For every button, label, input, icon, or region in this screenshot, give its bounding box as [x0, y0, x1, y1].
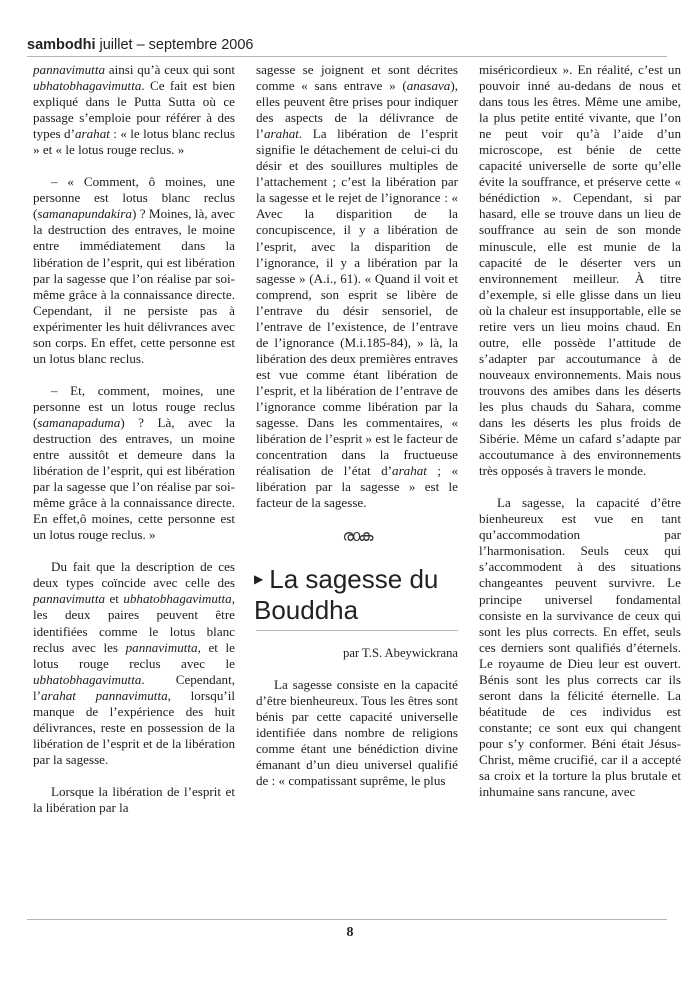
article-title-text: La sagesse du Bouddha — [254, 564, 439, 625]
italic-term: arahat pannavimutta, — [41, 687, 171, 703]
page-number: 8 — [346, 925, 354, 940]
italic-term: anasava — [406, 78, 451, 94]
italic-term: samanapundakira — [37, 206, 132, 222]
column-1 — [33, 62, 235, 816]
running-header — [27, 36, 667, 54]
article-title — [254, 565, 458, 625]
italic-term: ubhatobhagavimutta — [123, 591, 232, 607]
italic-term: pannavimutta — [33, 591, 106, 607]
paragraph: miséricordieux ». En réalité, c’est un pouvoir inné au-dedans de nous et dans tous les êtres. Même une amibe, la plus petite entité vivante, que l’on ne peut voir qu’à l’aide d’un microscope, est bénie de cette capacité universelle de sorte qu’elle évite la souffrance, et préserve cette « bénédiction ». Cependant, si par hasard, elle se trouve dans un lieu de souffrance au sein de son monde minuscule, elle est munie de la capacité de le déserter vers un environnement meilleur. À titre d’exemple, si elle glisse dans un lieu où la chaleur est insupportable, elle se retire vers un lieu moins chaud. En outre, elle possède l’attitude de s’adapter par accoutumance à de nouveaux environnements. Mais nous trouvons des amibes dans les déserts les plus chauds du Sahara, comme dans les déserts les plus froids de Sibérie. Même un cafard s’adapte par accoutumance à des environnements très opposés à travers le monde. — [479, 62, 681, 479]
magazine-name: sambodhi — [27, 37, 96, 53]
italic-term: arahat — [74, 126, 110, 142]
italic-term: arahat — [392, 463, 427, 479]
fleuron-ornament-icon: ര൦ക — [342, 528, 372, 546]
column-2 — [256, 62, 458, 789]
paragraph: Lorsque la libération de l’esprit et la libération par la — [33, 783, 235, 815]
paragraph: La sagesse, la capacité d’être bienheureux est vue en tant qu’accommodation par l’harmonisation. Seuls ceux qui s’accommodent à des situations changeantes peuvent survivre. Le principe universel fondamental consiste en la survivance de ceux qui sont les plus corrects. En effet, seuls ces derniers sont qualifiés d’éternels. Le royaume de Dieu leur est ouvert. Bénis sont les plus corrects car ils seront dans la félicité éternelle. La béatitude de ces individus est constante; ce sont eux qui changent pour s’y conformer. Béni était Jésus- Christ, même crucifié, car il a accepté sa croix et la torture la plus brutale et inhumaine sans rancune, avec — [479, 495, 681, 800]
italic-term: pannavimutta — [33, 62, 106, 77]
paragraph: – « Comment, ô moines, une personne est lotus blanc reclus (samanapundakira) ? Moines, là, avec la destruction des entraves, le moine entre immédiatement dans la libération de l’esprit, qui est libération par la sagesse que l’on réalise par soi-même grâce à la connaissance directe. Cependant, il ne persiste pas à expérimenter les huit délivrances avec son corps. En effet, cette personne est un lotus blanc reclus. — [33, 174, 235, 366]
italic-term: ubhatobhagavimutta — [33, 671, 142, 687]
italic-term: pannavimutta — [125, 639, 198, 655]
triangle-marker-icon: ▶ — [254, 571, 264, 586]
paragraph: – Et, comment, moines, une personne est un lotus rouge reclus (samanapaduma) ? Là, avec la destruction des entraves, un moine entre aussitôt et demeure dans la libération de l’esprit, qui est libération par la sagesse que l’on réalise par soi-même grâce à la connaissance directe. En effet,ô moines, cette personne est un lotus rouge reclus. » — [33, 382, 235, 543]
paragraph: Du fait que la description de ces deux types coïncide avec celle des pannavimutta et ubhatobhagavimutta, les deux paires peuvent être identifiées comme le lotus blanc reclus avec les pannavimutta, et le lotus rouge reclus avec le ubhatobhagavimutta. Cependant, l’arahat pannavimutta, lorsqu’il manque de l’expérience des huit délivrances, reste en possession de la libération de l’esprit et de la libération par la sagesse. — [33, 559, 235, 767]
byline: par T.S. Abeywickrana — [343, 645, 458, 660]
footer-rule — [27, 919, 667, 920]
column-3 — [479, 62, 681, 800]
header-rule — [27, 56, 667, 57]
paragraph: La sagesse consiste en la capacité d’être bienheureux. Tous les êtres sont bénis par cette capacité universelle identifiée dans nombre de religions comme étant une bénédiction divine émanant d’un dieu universel qualifié de : « compatissant suprême, le plus — [256, 677, 458, 789]
italic-term: arahat — [264, 126, 299, 142]
title-rule — [256, 630, 458, 631]
issue-date: juillet – septembre 2006 — [95, 37, 254, 53]
paragraph: pannavimutta ainsi qu’à ceux qui sont ubhatobhagavimutta. Ce fait est bien expliqué dans le Putta Sutta où ce passage s’emploie pour référer à des types d’arahat : « le lotus blanc reclus » et « le lotus rouge reclus. » — [33, 62, 235, 158]
paragraph: sagesse se joignent et sont décrites comme « sans entrave » (anasava), elles peuvent être prises pour indiquer des aspects de la délivrance de l’arahat. La libération de l’esprit signifie le détachement de celui-ci du désir et des souillures multiples de l’attachement ; c’est la libération par la sagesse et le rejet de l’ignorance : « Avec la disparition de la concupiscence, il y a libération de l’esprit, avec la disparition de l’ignorance, il y a libération par la sagesse » (A.i., 61). « Quand il voit et comprend, son esprit se libère de l’entrave du désir sensoriel, de l’entrave de l’existence, de l’entrave de l’ignorance (M.i.185-84), » là, la libération des deux premières entraves est vue comme étant libération de l’esprit, et la libération de l’entrave de l’ignorance comme libération par la sagesse. Dans les commentaires, « libération de l’esprit » est le facteur de concentration dans la fructueuse réalisation de l’état d’arahat ; « libération par la sagesse » est le facteur de la sagesse. — [256, 62, 458, 511]
italic-term: ubhatobhagavimutta — [33, 78, 142, 94]
italic-term: samanapaduma — [37, 414, 121, 430]
